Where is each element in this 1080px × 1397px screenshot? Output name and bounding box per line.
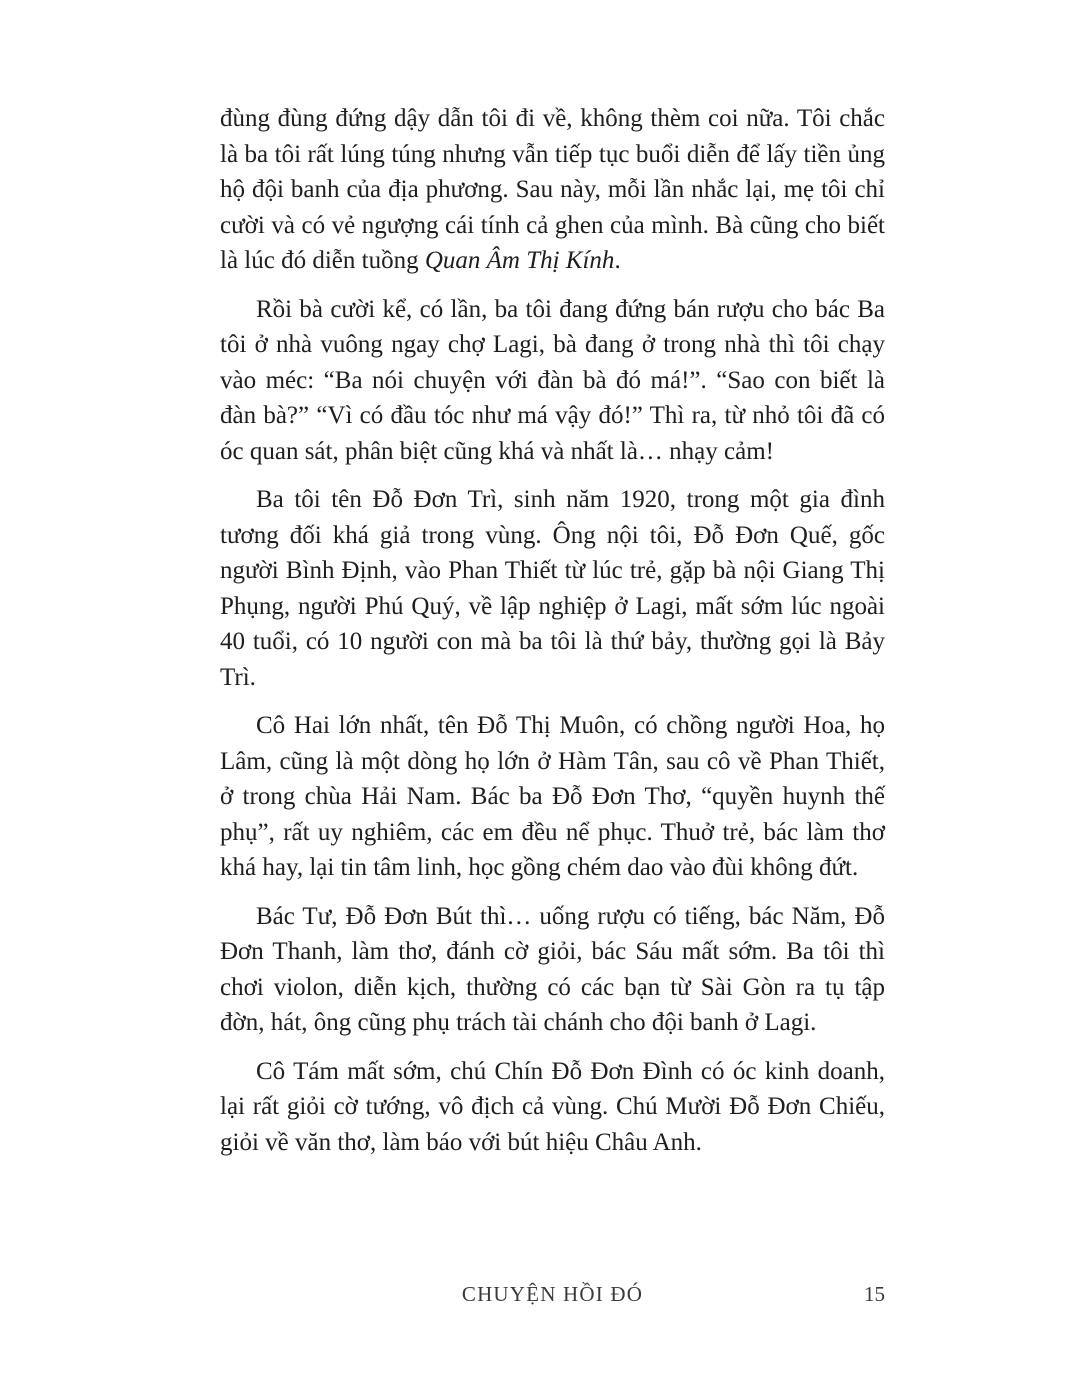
paragraph-4: Cô Hai lớn nhất, tên Đỗ Thị Muôn, có chồng người Hoa, họ Lâm, cũng là một dòng họ lớn ở Hàm Tân, sau cô về Phan Thiết, ở trong chùa Hải Nam. Bác ba Đỗ Đơn Thơ, “quyền huynh thế phụ”, rất uy nghiêm, các em đều nể phục. Thuở trẻ, bác làm thơ khá hay, lại tin tâm linh, học gồng chém dao vào đùi không đứt. [220, 712, 885, 881]
paragraph-3: Ba tôi tên Đỗ Đơn Trì, sinh năm 1920, trong một gia đình tương đối khá giả trong vùng. Ông nội tôi, Đỗ Đơn Quế, gốc người Bình Định, vào Phan Thiết từ lúc trẻ, gặp bà nội Giang Thị Phụng, người Phú Quý, về lập nghiệp ở Lagi, mất sớm lúc ngoài 40 tuổi, có 10 người con mà ba tôi là thứ bảy, thường gọi là Bảy Trì. [220, 486, 885, 691]
paragraph-5: Bác Tư, Đỗ Đơn Bút thì… uống rượu có tiếng, bác Năm, Đỗ Đơn Thanh, làm thơ, đánh cờ giỏi, bác Sáu mất sớm. Ba tôi thì chơi violon, diễn kịch, thường có các bạn từ Sài Gòn ra tụ tập đờn, hát, ông cũng phụ trách tài chánh cho đội banh ở Lagi. [220, 902, 885, 1036]
page-number: 15 [864, 1282, 885, 1306]
paragraph-1-run-2: . [614, 247, 621, 274]
paragraph-1 [220, 101, 885, 279]
play-title-italic: Quan Âm Thị Kính [424, 247, 615, 274]
paragraph-1-run-1: đùng đùng đứng dậy dẫn tôi đi về, không thèm coi nữa. Tôi chắc là ba tôi rất lúng túng nhưng vẫn tiếp tục buổi diễn để lấy tiền ủng hộ đội banh của địa phương. Sau này, mỗi lần nhắc lại, mẹ tôi chỉ cười và có vẻ ngượng cái tính cả ghen của mình. Bà cũng cho biết là lúc đó diễn tuồng [220, 105, 885, 274]
running-title: CHUYỆN HỒI ĐÓ [461, 1282, 644, 1306]
paragraph-2: Rồi bà cười kể, có lần, ba tôi đang đứng bán rượu cho bác Ba tôi ở nhà vuông ngay chợ Lagi, bà đang ở trong nhà thì tôi chạy vào méc: “Ba nói chuyện với đàn bà đó má!”. “Sao con biết là đàn bà?” “Vì có đầu tóc như má vậy đó!” Thì ra, từ nhỏ tôi đã có óc quan sát, phân biệt cũng khá và nhất là… nhạy cảm! [220, 295, 885, 465]
page-footer [220, 1281, 885, 1307]
page-text-block [220, 101, 885, 1160]
paragraph-6: Cô Tám mất sớm, chú Chín Đỗ Đơn Đình có óc kinh doanh, lại rất giỏi cờ tướng, vô địch cả vùng. Chú Mười Đỗ Đơn Chiếu, giỏi về văn thơ, làm báo với bút hiệu Châu Anh. [220, 1057, 885, 1156]
